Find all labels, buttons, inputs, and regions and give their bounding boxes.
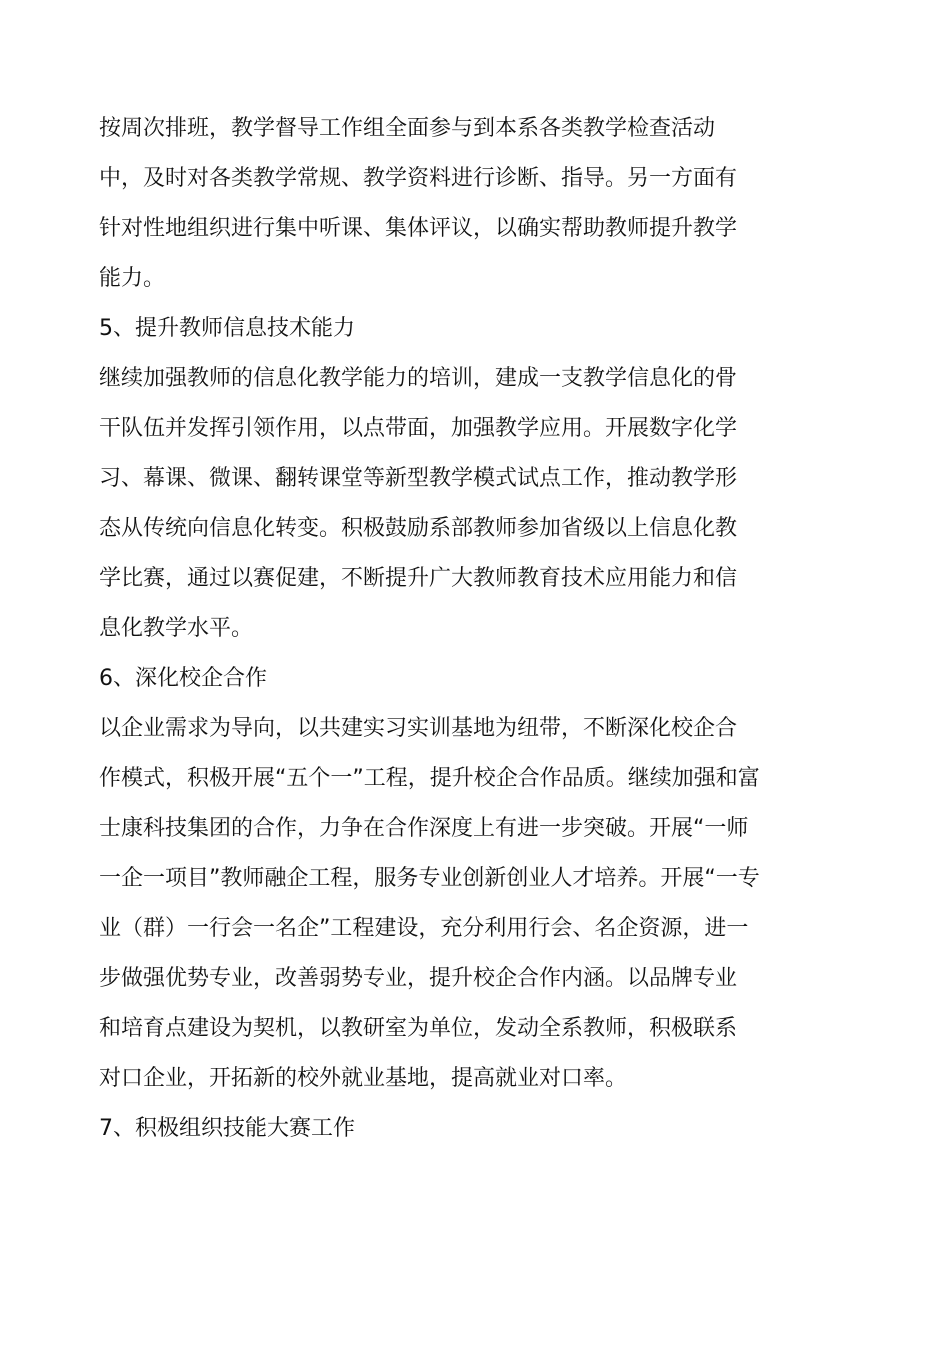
body-text-line: 中，及时对各类教学常规、教学资料进行诊断、指导。另一方面有 [99, 166, 738, 191]
body-text-line: 对口企业，开拓新的校外就业基地，提高就业对口率。 [99, 1066, 628, 1091]
body-text-line: 习、幕课、微课、翻转课堂等新型教学模式试点工作，推动教学形 [99, 466, 738, 491]
section-heading-5: 5、提升教师信息技术能力 [99, 316, 355, 341]
body-text-line: 学比赛，通过以赛促建，不断提升广大教师教育技术应用能力和信 [99, 566, 738, 591]
body-text-line: 态从传统向信息化转变。积极鼓励系部教师参加省级以上信息化教 [99, 516, 738, 541]
body-text-line: 继续加强教师的信息化教学能力的培训，建成一支教学信息化的骨 [99, 366, 738, 391]
body-text-line: 士康科技集团的合作，力争在合作深度上有进一步突破。开展“一师 [99, 816, 749, 841]
body-text-line: 一企一项目”教师融企工程，服务专业创新创业人才培养。开展“一专 [99, 866, 760, 891]
body-text-line: 以企业需求为导向，以共建实习实训基地为纽带，不断深化校企合 [99, 716, 738, 741]
body-text-line: 能力。 [99, 266, 166, 291]
body-text-line: 业（群）一行会一名企”工程建设，充分利用行会、名企资源，进一 [99, 916, 749, 941]
section-heading-7: 7、积极组织技能大赛工作 [99, 1116, 355, 1141]
body-text-line: 针对性地组织进行集中听课、集体评议，以确实帮助教师提升教学 [99, 216, 738, 241]
body-text-line: 按周次排班，教学督导工作组全面参与到本系各类教学检查活动 [99, 116, 716, 141]
body-text-line: 干队伍并发挥引领作用，以点带面，加强教学应用。开展数字化学 [99, 416, 738, 441]
body-text-line: 作模式，积极开展“五个一”工程，提升校企合作品质。继续加强和富 [99, 766, 760, 791]
body-text-line: 步做强优势专业，改善弱势专业，提升校企合作内涵。以品牌专业 [99, 966, 738, 991]
body-text-line: 息化教学水平。 [99, 616, 254, 641]
body-text-line: 和培育点建设为契机，以教研室为单位，发动全系教师，积极联系 [99, 1016, 738, 1041]
section-heading-6: 6、深化校企合作 [99, 666, 267, 691]
